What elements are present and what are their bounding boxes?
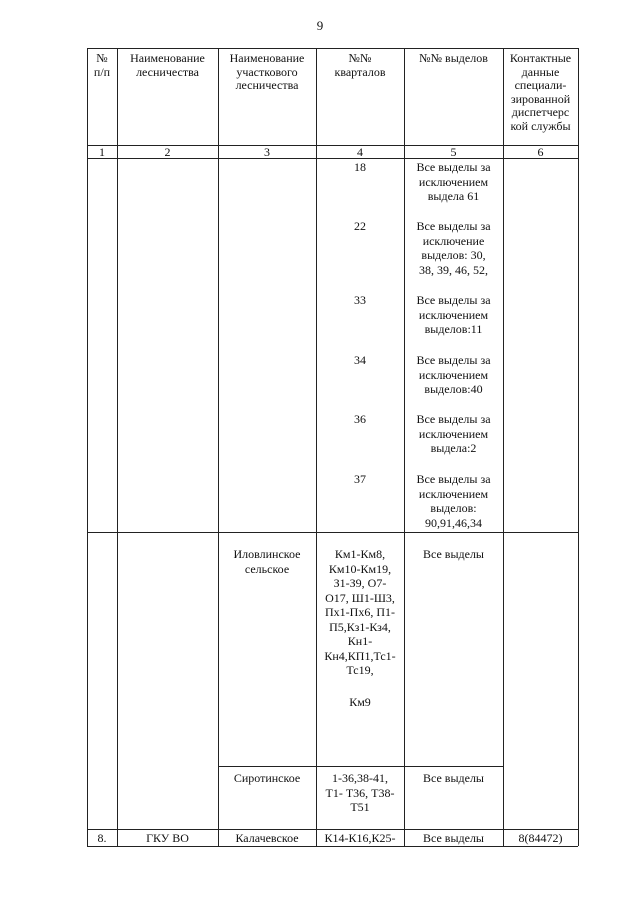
uchastok-ilovlya: Иловлинское сельское <box>233 547 301 576</box>
kvartal-33: 33 <box>354 293 366 307</box>
row8-contact: 8(84472) <box>518 831 563 845</box>
header-num: № п/п <box>93 51 111 79</box>
row8-vydely: Все выделы <box>422 831 484 845</box>
colnum-3: 3 <box>264 145 270 159</box>
vydely-34: Все выделы за исключением выделов:40 <box>416 353 491 396</box>
uchastok-sirotinskoe: Сиротинское <box>233 771 301 785</box>
header-uchastok: Наименование участкового лесничества <box>229 51 305 92</box>
kvartal-18: 18 <box>354 160 366 174</box>
col-border-2 <box>218 48 219 846</box>
header-vydely: №№ выделов <box>419 51 488 65</box>
colnum-4: 4 <box>357 145 363 159</box>
vydely-sirotinskoe: Все выделы <box>422 771 484 785</box>
header-kvartaly: №№ кварталов <box>334 51 386 79</box>
row8-lesnichestvo: ГКУ ВО <box>146 831 189 845</box>
sub-divider-1 <box>218 766 503 767</box>
vydely-37: Все выделы за исключением выделов: 90,91,46,34 <box>416 472 491 530</box>
page-number: 9 <box>316 18 324 33</box>
kvartal-34: 34 <box>354 353 366 367</box>
col-border-5 <box>503 48 504 846</box>
kvartal-22: 22 <box>354 219 366 233</box>
row8-num: 8. <box>97 831 107 845</box>
vydely-18: Все выделы за исключением выдела 61 <box>416 160 491 203</box>
row8-kvartaly: К14-К16,К25- <box>324 831 396 845</box>
colnum-2: 2 <box>164 145 171 159</box>
col-border-0 <box>87 48 88 846</box>
colnum-5: 5 <box>450 145 457 159</box>
row8-uchastok: Калачевское <box>235 831 299 845</box>
vydely-22: Все выделы за исключение выделов: 30, 38, 39, 46, 52, <box>416 219 491 277</box>
kvartal-37: 37 <box>354 472 366 486</box>
col-border-6 <box>578 48 579 846</box>
header-lesnichestvo: Наименование лесничества <box>130 51 205 79</box>
vydely-ilovlya: Все выделы <box>422 547 484 561</box>
vydely-36: Все выделы за исключением выдела:2 <box>416 412 491 455</box>
vydely-33: Все выделы за исключением выделов:11 <box>416 293 491 336</box>
sub-divider-2 <box>87 829 578 830</box>
kvartal-36: 36 <box>354 412 366 426</box>
colnum-6: 6 <box>537 145 544 159</box>
kvartaly-sirotinskoe: 1-36,38-41, Т1- Т36, Т38- Т51 <box>325 771 395 814</box>
table-border-bottom <box>87 846 578 847</box>
kvartaly-ilovlya: Км1-Км8, Км10-Км19, З1-З9, О7- О17, Ш1-Ш3, Пх1-Пх6, П1- П5,Кз1-Кз4, Кн1- Кн4,КП1,Тс1- Тс19, <box>324 547 396 677</box>
table-border-top <box>87 48 578 49</box>
header-contact: Контактные данные специали- зированной диспетчерс кой службы <box>509 51 572 133</box>
block-divider <box>87 532 578 533</box>
colnum-1: 1 <box>99 145 105 159</box>
kvartaly-ilovlya-extra: Км9 <box>349 695 371 709</box>
col-border-1 <box>117 48 118 846</box>
